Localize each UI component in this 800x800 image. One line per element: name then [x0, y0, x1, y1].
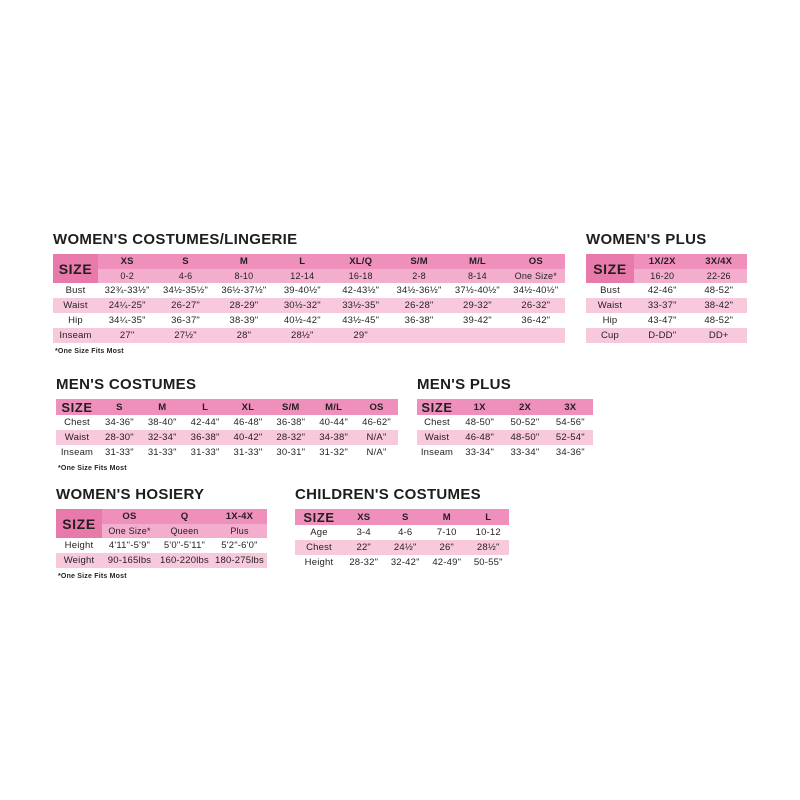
size-column-header: L	[273, 254, 331, 269]
measurement-row-label: Waist	[56, 430, 98, 445]
measurement-row	[53, 313, 565, 328]
measurement-value: 28½"	[468, 540, 510, 555]
measurement-value: 39-40½"	[283, 285, 321, 296]
measurement-row-label: Chest	[424, 417, 450, 428]
measurement-value: 5'2"-6'0"	[221, 540, 258, 551]
size-header-label: SIZE	[56, 509, 102, 538]
measurement-value: 31-32"	[319, 447, 349, 458]
size-column-header: OS	[102, 509, 157, 524]
measurement-value: 36-42"	[521, 315, 551, 326]
size-column-header: S	[385, 509, 427, 525]
measurement-value: 29-32"	[448, 298, 506, 313]
size-table-childrens-costumes	[295, 509, 509, 570]
size-column-subheader: 8-14	[448, 269, 506, 283]
table-title-womens-costumes-lingerie: WOMEN'S COSTUMES/LINGERIE	[53, 231, 298, 248]
measurement-value: 28-29"	[215, 298, 273, 313]
measurement-value: 36½-37½"	[221, 285, 267, 296]
measurement-value: 34½-36½"	[396, 285, 442, 296]
measurement-value: 42-43½"	[342, 285, 380, 296]
measurement-value: 37½-40½"	[454, 285, 500, 296]
measurement-value: 38-39"	[229, 315, 259, 326]
size-table-womens-costumes-lingerie	[53, 254, 565, 343]
size-column-header: 3X/4X	[691, 254, 748, 269]
measurement-row	[56, 415, 398, 430]
measurement-value: 40-42"	[227, 430, 270, 445]
measurement-value: 48-50"	[465, 417, 495, 428]
measurement-value: 5'0"-5'11"	[163, 540, 206, 551]
measurement-value: 29"	[332, 328, 390, 343]
measurement-value: 26-28"	[390, 298, 448, 313]
measurement-value: D-DD"	[634, 328, 691, 343]
measurement-row	[56, 553, 267, 568]
measurement-row-label: Inseam	[420, 447, 454, 458]
size-column-subheader: One Size*	[507, 269, 565, 283]
measurement-value: 34-36"	[555, 447, 585, 458]
size-table	[586, 254, 747, 343]
size-column-header: OS	[507, 254, 565, 269]
size-header-label: SIZE	[53, 254, 98, 283]
measurement-row-label: Height	[64, 540, 94, 551]
measurement-value	[390, 328, 448, 343]
measurement-value: 7-10	[436, 527, 457, 538]
measurement-value: 160-220lbs	[157, 553, 212, 568]
size-column-header: S	[156, 254, 214, 269]
measurement-value: 42-46"	[647, 285, 677, 296]
measurement-value: 42-44"	[190, 417, 220, 428]
measurement-value: 43½-45"	[342, 315, 380, 326]
measurement-row	[586, 298, 747, 313]
size-column-header: S/M	[269, 399, 312, 415]
size-column-header: 1X-4X	[212, 509, 267, 524]
measurement-value: 48-52"	[704, 315, 734, 326]
measurement-value: 32-42"	[390, 557, 420, 568]
measurement-value: 38-42"	[691, 298, 748, 313]
measurement-value: 28"	[215, 328, 273, 343]
measurement-row	[417, 445, 593, 460]
size-column-subheader: 12-14	[273, 269, 331, 283]
measurement-value: 34¼-35"	[108, 315, 146, 326]
table-footnote: *One Size Fits Most	[58, 573, 127, 580]
measurement-row	[295, 555, 509, 570]
table-title-mens-costumes: MEN'S COSTUMES	[56, 376, 197, 393]
measurement-value: 31-33"	[104, 447, 134, 458]
measurement-value: N/A"	[366, 447, 387, 458]
measurement-value: 10-12	[475, 527, 501, 538]
size-table	[56, 509, 267, 568]
size-column-header: L	[184, 399, 227, 415]
measurement-value: 4-6	[398, 527, 413, 538]
measurement-value: 36-38"	[404, 315, 434, 326]
measurement-value: 180-275lbs	[212, 553, 267, 568]
table-title-womens-hosiery: WOMEN'S HOSIERY	[56, 486, 205, 503]
size-column-header: M/L	[448, 254, 506, 269]
measurement-value: N/A"	[355, 430, 398, 445]
size-column-subheader: 16-20	[634, 269, 691, 283]
measurement-value: 46-62"	[362, 417, 391, 428]
measurement-row	[295, 525, 509, 540]
measurement-value	[507, 328, 565, 343]
size-column-header: 1X	[457, 399, 502, 415]
table-title-womens-plus: WOMEN'S PLUS	[586, 231, 707, 248]
measurement-value: 34½-35½"	[163, 285, 209, 296]
table-footnote: *One Size Fits Most	[58, 465, 127, 472]
measurement-row-label: Age	[310, 527, 328, 538]
size-table	[417, 399, 593, 460]
measurement-value: 36-38"	[184, 430, 227, 445]
measurement-row	[586, 283, 747, 298]
measurement-value: 40-44"	[319, 417, 349, 428]
measurement-row-label: Cup	[586, 328, 634, 343]
measurement-value: 43-47"	[647, 315, 677, 326]
size-header-label: SIZE	[417, 399, 457, 415]
table-title-mens-plus: MEN'S PLUS	[417, 376, 512, 393]
size-column-header: XS	[343, 509, 385, 525]
size-column-header: S	[98, 399, 141, 415]
section-childrens-costumes	[295, 486, 509, 570]
size-column-subheader: 4-6	[156, 269, 214, 283]
size-column-header: Q	[157, 509, 212, 524]
measurement-value: 28½"	[273, 328, 331, 343]
measurement-row	[56, 445, 398, 460]
size-header-label: SIZE	[295, 509, 343, 525]
size-column-header: XL/Q	[332, 254, 390, 269]
measurement-row-label: Inseam	[60, 447, 94, 458]
size-column-header: L	[468, 509, 510, 525]
section-womens-hosiery	[56, 486, 267, 581]
measurement-row-label: Chest	[295, 540, 343, 555]
size-column-header: M	[215, 254, 273, 269]
measurement-row-label: Weight	[56, 553, 102, 568]
measurement-value	[448, 328, 506, 343]
section-mens-costumes	[56, 376, 398, 473]
size-table-mens-costumes	[56, 399, 398, 460]
measurement-value: 33-37"	[634, 298, 691, 313]
size-column-header: XL	[227, 399, 270, 415]
measurement-row-label: Waist	[53, 298, 98, 313]
size-column-header: M	[141, 399, 184, 415]
measurement-value: DD+	[691, 328, 748, 343]
measurement-value: 30½-32"	[273, 298, 331, 313]
size-column-header: S/M	[390, 254, 448, 269]
measurement-value: 50-55"	[473, 557, 503, 568]
measurement-value: 90-165lbs	[102, 553, 157, 568]
measurement-row-label: Waist	[586, 298, 634, 313]
measurement-value: 48-52"	[704, 285, 734, 296]
measurement-value: 52-54"	[548, 430, 593, 445]
measurement-value: 27"	[98, 328, 156, 343]
measurement-value: 36-37"	[171, 315, 200, 326]
size-column-header: OS	[355, 399, 398, 415]
measurement-value: 48-50"	[502, 430, 547, 445]
measurement-value: 32-34"	[141, 430, 184, 445]
size-column-subheader: 2-8	[390, 269, 448, 283]
measurement-value: 33-34"	[510, 447, 540, 458]
measurement-value: 50-52"	[510, 417, 540, 428]
measurement-row	[56, 538, 267, 553]
size-column-subheader: One Size*	[102, 524, 157, 538]
size-column-header: 2X	[502, 399, 547, 415]
measurement-value: 38-40"	[147, 417, 177, 428]
measurement-row-label: Bust	[600, 285, 620, 296]
size-column-subheader: 0-2	[98, 269, 156, 283]
size-column-header: M/L	[312, 399, 355, 415]
size-header-label: SIZE	[586, 254, 634, 283]
table-footnote: *One Size Fits Most	[55, 348, 124, 355]
measurement-row-label: Height	[304, 557, 334, 568]
measurement-value: 39-42"	[463, 315, 492, 326]
measurement-value: 42-49"	[432, 557, 462, 568]
size-column-subheader: Queen	[157, 524, 212, 538]
measurement-row-label: Waist	[417, 430, 457, 445]
measurement-row-label: Hip	[602, 315, 618, 326]
size-table	[53, 254, 565, 343]
measurement-value: 3-4	[356, 527, 371, 538]
measurement-row	[417, 415, 593, 430]
measurement-value: 34½-40½"	[513, 285, 559, 296]
size-column-subheader: 8-10	[215, 269, 273, 283]
measurement-value: 26-27"	[156, 298, 214, 313]
size-column-subheader: Plus	[212, 524, 267, 538]
measurement-value: 40½-42"	[283, 315, 321, 326]
measurement-value: 34-36"	[104, 417, 134, 428]
measurement-value: 31-33"	[190, 447, 220, 458]
measurement-row	[53, 283, 565, 298]
measurement-value: 30-31"	[276, 447, 306, 458]
size-table-womens-hosiery	[56, 509, 267, 568]
measurement-row-label: Chest	[64, 417, 90, 428]
size-column-header: 3X	[548, 399, 593, 415]
section-womens-plus	[586, 231, 747, 343]
measurement-row	[586, 313, 747, 328]
measurement-row-label: Hip	[68, 315, 83, 326]
measurement-row	[53, 298, 565, 313]
measurement-row-label: Inseam	[53, 328, 98, 343]
measurement-value: 46-48"	[457, 430, 502, 445]
measurement-row	[295, 540, 509, 555]
size-column-header: M	[426, 509, 468, 525]
size-column-subheader: 22-26	[691, 269, 748, 283]
measurement-value: 28-30"	[98, 430, 141, 445]
measurement-value: 54-56"	[555, 417, 585, 428]
measurement-value: 4'11"-5'9"	[108, 540, 151, 551]
measurement-value: 36-38"	[276, 417, 306, 428]
measurement-value: 24½"	[385, 540, 427, 555]
section-mens-plus	[417, 376, 593, 460]
measurement-value: 31-33"	[147, 447, 177, 458]
measurement-value: 28-32"	[349, 557, 379, 568]
measurement-value: 26-32"	[507, 298, 565, 313]
measurement-value: 31-33"	[233, 447, 263, 458]
size-table-mens-plus	[417, 399, 593, 460]
section-womens-costumes-lingerie	[53, 231, 565, 356]
measurement-value: 33½-35"	[332, 298, 390, 313]
measurement-value: 22"	[343, 540, 385, 555]
measurement-row	[56, 430, 398, 445]
size-header-label: SIZE	[56, 399, 98, 415]
size-table	[56, 399, 398, 460]
size-column-subheader: 16-18	[332, 269, 390, 283]
measurement-value: 33-34"	[465, 447, 495, 458]
table-title-childrens-costumes: CHILDREN'S COSTUMES	[295, 486, 481, 503]
measurement-value: 34-38"	[312, 430, 355, 445]
measurement-value: 26"	[426, 540, 468, 555]
measurement-row-label: Bust	[65, 285, 86, 296]
measurement-value: 24¼-25"	[98, 298, 156, 313]
measurement-value: 32¾-33½"	[104, 285, 150, 296]
measurement-value: 46-48"	[233, 417, 263, 428]
size-table	[295, 509, 509, 570]
measurement-row	[53, 328, 565, 343]
size-column-header: 1X/2X	[634, 254, 691, 269]
size-column-header: XS	[98, 254, 156, 269]
size-table-womens-plus	[586, 254, 747, 343]
measurement-row	[417, 430, 593, 445]
measurement-value: 27½"	[156, 328, 214, 343]
measurement-value: 28-32"	[269, 430, 312, 445]
measurement-row	[586, 328, 747, 343]
